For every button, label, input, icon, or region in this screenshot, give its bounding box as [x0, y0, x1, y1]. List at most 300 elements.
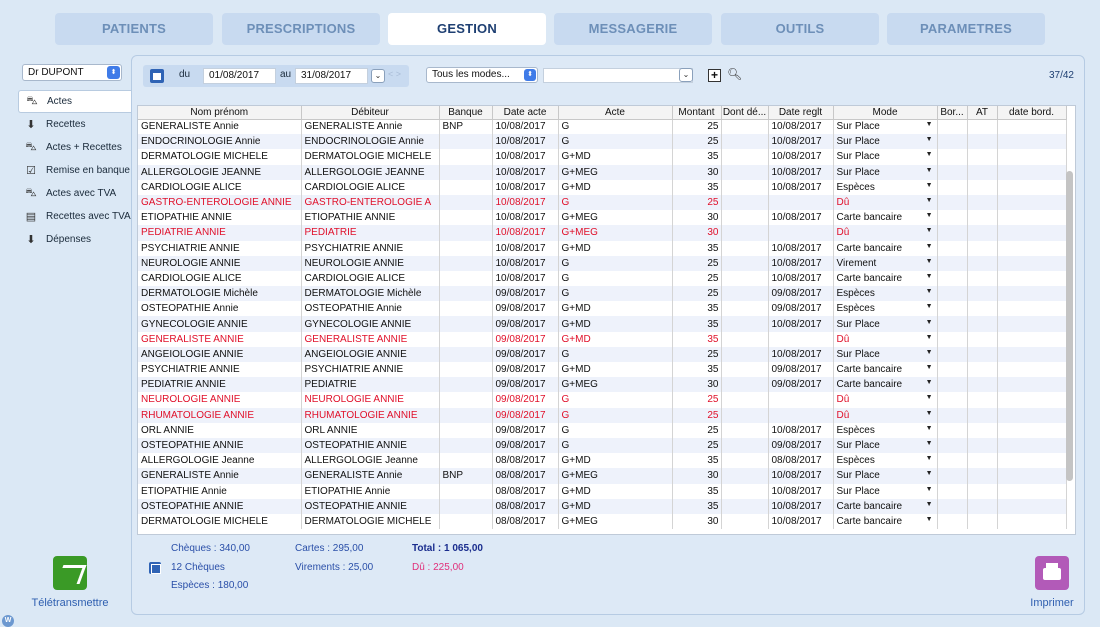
cell-date-bord	[997, 210, 1066, 225]
table-row[interactable]	[138, 362, 1066, 377]
cell-bordereau	[937, 332, 967, 347]
cell-banque	[439, 165, 492, 180]
col-date-bord[interactable]: date bord.	[997, 106, 1066, 119]
cell-banque	[439, 438, 492, 453]
cell-bordereau	[937, 180, 967, 195]
cell-mode[interactable]	[833, 468, 937, 483]
cell-date-reglt: 10/08/2017	[768, 423, 833, 438]
cell-acte: G+MD	[558, 484, 672, 499]
total-cartes: Cartes : 295,00	[295, 543, 364, 554]
cell-date-bord	[997, 301, 1066, 316]
table-row[interactable]	[138, 149, 1066, 164]
cell-mode[interactable]	[833, 225, 937, 240]
cell-bordereau	[937, 210, 967, 225]
cell-mode[interactable]	[833, 453, 937, 468]
mode-dropdown-icon[interactable]: ▼	[925, 166, 933, 174]
recettes-icon: ⬇	[26, 119, 36, 131]
cell-acte: G	[558, 347, 672, 362]
du-label: du	[179, 69, 191, 80]
cell-at	[967, 347, 997, 362]
cell-date-reglt: 10/08/2017	[768, 149, 833, 164]
cell-mode[interactable]	[833, 271, 937, 286]
mode-dropdown-icon[interactable]: ▼	[925, 181, 933, 189]
mode-dropdown-icon[interactable]: ▼	[925, 242, 933, 250]
table-row[interactable]	[138, 453, 1066, 468]
cell-date-bord	[997, 241, 1066, 256]
mode-value: Sur Place	[836, 136, 880, 148]
cell-at	[967, 180, 997, 195]
cell-bordereau	[937, 499, 967, 514]
recettes-tva-icon: ▤	[25, 211, 37, 223]
sidebar-item-remise-banque[interactable]	[18, 159, 132, 182]
cell-mode[interactable]	[833, 316, 937, 331]
mode-dropdown-icon[interactable]: ▼	[925, 151, 933, 159]
cell-dont-depassement	[721, 438, 768, 453]
table-row[interactable]	[138, 392, 1066, 407]
table-body	[138, 119, 1066, 529]
filter-dropdown-icon[interactable]: ⌄	[679, 68, 693, 82]
mode-dropdown-icon[interactable]: ▼	[925, 227, 933, 235]
cell-debiteur: OSTEOPATHIE ANNIE	[301, 438, 439, 453]
cell-date-bord	[997, 392, 1066, 407]
cell-montant: 35	[672, 149, 721, 164]
cell-date-acte: 08/08/2017	[492, 484, 558, 499]
cell-date-acte: 08/08/2017	[492, 453, 558, 468]
total-virements: Virements : 25,00	[295, 562, 374, 573]
cell-montant: 35	[672, 453, 721, 468]
cell-date-bord	[997, 377, 1066, 392]
cell-at	[967, 119, 997, 134]
mode-dropdown-icon[interactable]: ▼	[925, 136, 933, 144]
total-cheques: Chèques : 340,00	[171, 543, 250, 554]
table-row[interactable]	[138, 347, 1066, 362]
cell-mode[interactable]	[833, 180, 937, 195]
cell-montant: 25	[672, 347, 721, 362]
cell-montant: 25	[672, 119, 721, 134]
sidebar-item-actes[interactable]	[18, 90, 132, 113]
cell-dont-depassement	[721, 165, 768, 180]
table-scrollbar[interactable]	[1066, 171, 1073, 481]
sidebar-item-label: Remise en banque	[46, 165, 130, 176]
cell-mode[interactable]	[833, 165, 937, 180]
mode-value: Carte bancaire	[836, 242, 903, 254]
cell-mode[interactable]	[833, 423, 937, 438]
cell-date-bord	[997, 347, 1066, 362]
cell-date-acte: 09/08/2017	[492, 438, 558, 453]
col-acte[interactable]: Acte	[558, 106, 672, 119]
cell-nom: GENERALISTE ANNIE	[138, 332, 301, 347]
mode-dropdown-icon[interactable]: ▼	[925, 379, 933, 387]
cell-mode[interactable]	[833, 210, 937, 225]
cell-banque	[439, 423, 492, 438]
cell-debiteur: PEDIATRIE	[301, 377, 439, 392]
tab-gestion[interactable]: GESTION	[388, 13, 546, 45]
cell-montant: 25	[672, 423, 721, 438]
col-date-acte[interactable]: Date acte	[492, 106, 558, 119]
table-row[interactable]	[138, 165, 1066, 180]
cell-nom: ANGEIOLOGIE ANNIE	[138, 347, 301, 362]
cell-mode[interactable]	[833, 392, 937, 407]
table-row[interactable]	[138, 195, 1066, 210]
cell-date-acte: 09/08/2017	[492, 392, 558, 407]
table-row[interactable]	[138, 332, 1066, 347]
cell-banque	[439, 149, 492, 164]
cell-debiteur: GENERALISTE ANNIE	[301, 332, 439, 347]
cell-date-bord	[997, 195, 1066, 210]
cell-debiteur: NEUROLOGIE ANNIE	[301, 256, 439, 271]
table-row[interactable]	[138, 316, 1066, 331]
mode-dropdown-icon[interactable]: ▼	[925, 500, 933, 508]
cell-mode[interactable]	[833, 332, 937, 347]
select-arrows-icon: ⬍	[107, 66, 120, 79]
cell-montant: 35	[672, 362, 721, 377]
cell-debiteur: RHUMATOLOGIE ANNIE	[301, 408, 439, 423]
cell-date-reglt: 10/08/2017	[768, 119, 833, 134]
cell-date-reglt: 09/08/2017	[768, 301, 833, 316]
modes-select[interactable]	[426, 67, 538, 83]
mode-dropdown-icon[interactable]: ▼	[925, 394, 933, 402]
cell-acte: G+MD	[558, 301, 672, 316]
cell-nom: GENERALISTE Annie	[138, 468, 301, 483]
cell-debiteur: ETIOPATHIE ANNIE	[301, 210, 439, 225]
cell-date-acte: 09/08/2017	[492, 301, 558, 316]
cell-dont-depassement	[721, 271, 768, 286]
cell-mode[interactable]	[833, 514, 937, 529]
mode-dropdown-icon[interactable]: ▼	[925, 121, 933, 129]
mode-dropdown-icon[interactable]: ▼	[925, 455, 933, 463]
cell-dont-depassement	[721, 286, 768, 301]
period-nav-arrows[interactable]: < >	[388, 69, 402, 79]
cell-at	[967, 514, 997, 529]
cell-montant: 25	[672, 286, 721, 301]
total-du: Dû : 225,00	[412, 562, 464, 573]
cell-debiteur: GYNECOLOGIE ANNIE	[301, 316, 439, 331]
cell-date-reglt: 09/08/2017	[768, 377, 833, 392]
cell-date-acte: 09/08/2017	[492, 423, 558, 438]
cell-nom: NEUROLOGIE ANNIE	[138, 392, 301, 407]
print-button[interactable]	[1022, 556, 1082, 609]
sidebar-item-label: Recettes	[46, 119, 86, 130]
mode-dropdown-icon[interactable]: ▼	[925, 333, 933, 341]
cell-date-reglt: 10/08/2017	[768, 180, 833, 195]
cell-mode[interactable]	[833, 119, 937, 134]
cell-debiteur: CARDIOLOGIE ALICE	[301, 180, 439, 195]
col-mode[interactable]: Mode	[833, 106, 937, 119]
cell-date-acte: 10/08/2017	[492, 225, 558, 240]
mode-dropdown-icon[interactable]: ▼	[925, 212, 933, 220]
cell-mode[interactable]	[833, 256, 937, 271]
mode-value: Sur Place	[836, 485, 880, 497]
col-banque[interactable]: Banque	[439, 106, 492, 119]
cell-acte: G+MD	[558, 180, 672, 195]
cell-date-reglt: 10/08/2017	[768, 210, 833, 225]
table-row[interactable]	[138, 484, 1066, 499]
mode-dropdown-icon[interactable]: ▼	[925, 440, 933, 448]
cell-montant: 35	[672, 180, 721, 195]
cell-mode[interactable]	[833, 286, 937, 301]
cell-banque	[439, 241, 492, 256]
cell-at	[967, 408, 997, 423]
cell-bordereau	[937, 256, 967, 271]
cell-at	[967, 195, 997, 210]
cell-date-bord	[997, 408, 1066, 423]
cell-mode[interactable]	[833, 484, 937, 499]
cell-acte: G+MEG	[558, 514, 672, 529]
cell-date-reglt: 08/08/2017	[768, 453, 833, 468]
mode-value: Dû	[836, 394, 850, 406]
table-row[interactable]	[138, 180, 1066, 195]
table-row[interactable]	[138, 514, 1066, 529]
mode-value: Dû	[836, 197, 850, 209]
cell-date-bord	[997, 134, 1066, 149]
col-dont-depassement[interactable]: Dont dé...	[722, 106, 767, 118]
mode-dropdown-icon[interactable]: ▼	[925, 470, 933, 478]
app-logo-icon: W	[2, 615, 14, 627]
cell-debiteur: CARDIOLOGIE ALICE	[301, 271, 439, 286]
table-row[interactable]	[138, 377, 1066, 392]
table-row[interactable]	[138, 438, 1066, 453]
cell-at	[967, 316, 997, 331]
cell-acte: G	[558, 423, 672, 438]
cell-debiteur: DERMATOLOGIE Michèle	[301, 286, 439, 301]
doctor-select-value: Dr DUPONT	[28, 67, 84, 78]
col-debiteur[interactable]: Débiteur	[301, 106, 439, 119]
search-icon[interactable]: 🔍︎	[727, 67, 743, 81]
printer-icon	[1035, 556, 1069, 590]
cell-date-bord	[997, 180, 1066, 195]
col-at[interactable]: AT	[967, 106, 997, 119]
cell-montant: 25	[672, 438, 721, 453]
cell-montant: 35	[672, 332, 721, 347]
cell-date-acte: 08/08/2017	[492, 499, 558, 514]
cell-bordereau	[937, 392, 967, 407]
cell-mode[interactable]	[833, 347, 937, 362]
cell-acte: G+MD	[558, 332, 672, 347]
cell-banque	[439, 286, 492, 301]
mode-dropdown-icon[interactable]: ▼	[925, 409, 933, 417]
cell-montant: 25	[672, 134, 721, 149]
cell-nom: NEUROLOGIE ANNIE	[138, 256, 301, 271]
mode-dropdown-icon[interactable]: ▼	[925, 288, 933, 296]
mode-value: Espèces	[836, 181, 875, 193]
cell-mode[interactable]	[833, 408, 937, 423]
col-date-reglt[interactable]: Date reglt	[768, 106, 833, 119]
mode-value: Carte bancaire	[836, 212, 903, 224]
calendar-icon[interactable]	[150, 69, 164, 83]
table-row[interactable]	[138, 286, 1066, 301]
mode-dropdown-icon[interactable]: ▼	[925, 485, 933, 493]
sidebar	[18, 90, 132, 251]
cell-date-acte: 10/08/2017	[492, 195, 558, 210]
select-arrows-icon: ⬍	[524, 69, 536, 81]
cell-at	[967, 134, 997, 149]
mode-dropdown-icon[interactable]: ▼	[925, 515, 933, 523]
cell-nom: CARDIOLOGIE ALICE	[138, 271, 301, 286]
mode-value: Espèces	[836, 303, 875, 315]
sidebar-item-depenses[interactable]	[18, 228, 132, 251]
mode-value: Dû	[836, 409, 850, 421]
table-row[interactable]	[138, 134, 1066, 149]
mode-dropdown-icon[interactable]: ▼	[925, 364, 933, 372]
sidebar-item-actes-recettes[interactable]	[18, 136, 132, 159]
cell-at	[967, 377, 997, 392]
cell-bordereau	[937, 362, 967, 377]
cell-nom: GENERALISTE Annie	[138, 119, 301, 134]
cell-dont-depassement	[721, 514, 768, 529]
cell-date-reglt	[768, 225, 833, 240]
cell-at	[967, 453, 997, 468]
cell-date-reglt: 10/08/2017	[768, 514, 833, 529]
cell-debiteur: NEUROLOGIE ANNIE	[301, 392, 439, 407]
cell-nom: GASTRO-ENTEROLOGIE ANNIE	[138, 195, 301, 210]
table-row[interactable]	[138, 119, 1066, 134]
cell-date-acte: 08/08/2017	[492, 468, 558, 483]
cell-banque	[439, 484, 492, 499]
cell-date-bord	[997, 149, 1066, 164]
sidebar-item-recettes[interactable]	[18, 113, 132, 136]
cell-nom: OSTEOPATHIE ANNIE	[138, 499, 301, 514]
cell-nom: OSTEOPATHIE ANNIE	[138, 438, 301, 453]
table-row[interactable]	[138, 256, 1066, 271]
mode-value: Sur Place	[836, 121, 880, 133]
cell-dont-depassement	[721, 377, 768, 392]
table-row[interactable]	[138, 301, 1066, 316]
cell-date-acte: 09/08/2017	[492, 286, 558, 301]
toolbar	[143, 65, 1074, 87]
cell-montant: 25	[672, 392, 721, 407]
cell-debiteur: GASTRO-ENTEROLOGIE A	[301, 195, 439, 210]
sidebar-item-actes-tva[interactable]	[18, 182, 132, 205]
cell-date-acte: 09/08/2017	[492, 362, 558, 377]
table-row[interactable]	[138, 408, 1066, 423]
cell-mode[interactable]	[833, 134, 937, 149]
mode-dropdown-icon[interactable]: ▼	[925, 424, 933, 432]
cell-debiteur: ALLERGOLOGIE JEANNE	[301, 165, 439, 180]
cell-dont-depassement	[721, 119, 768, 134]
cell-acte: G+MD	[558, 316, 672, 331]
cell-montant: 35	[672, 241, 721, 256]
cell-debiteur: DERMATOLOGIE MICHELE	[301, 149, 439, 164]
cell-acte: G	[558, 271, 672, 286]
cell-montant: 25	[672, 256, 721, 271]
cell-debiteur: PEDIATRIE	[301, 225, 439, 240]
cell-banque	[439, 392, 492, 407]
cell-date-reglt: 09/08/2017	[768, 286, 833, 301]
total-especes: Espèces : 180,00	[171, 580, 249, 591]
cell-mode[interactable]	[833, 499, 937, 514]
date-to-input[interactable]: 31/08/2017	[295, 68, 368, 84]
cell-mode[interactable]	[833, 241, 937, 256]
cell-dont-depassement	[721, 225, 768, 240]
cell-date-acte: 10/08/2017	[492, 210, 558, 225]
cell-mode[interactable]	[833, 362, 937, 377]
cell-at	[967, 225, 997, 240]
tab-parametres[interactable]: PARAMETRES	[887, 13, 1045, 45]
table-row[interactable]	[138, 210, 1066, 225]
cheque-icon[interactable]	[149, 562, 161, 574]
cell-mode[interactable]	[833, 377, 937, 392]
cell-date-acte: 10/08/2017	[492, 119, 558, 134]
cell-mode[interactable]	[833, 301, 937, 316]
cell-bordereau	[937, 301, 967, 316]
period-dropdown-icon[interactable]: ⌄	[371, 69, 385, 83]
cell-acte: G	[558, 195, 672, 210]
mode-value: Carte bancaire	[836, 364, 903, 376]
cell-at	[967, 149, 997, 164]
cell-date-bord	[997, 362, 1066, 377]
table-row[interactable]	[138, 468, 1066, 483]
cell-banque	[439, 362, 492, 377]
tab-prescriptions[interactable]: PRESCRIPTIONS	[222, 13, 380, 45]
sidebar-item-label: Actes	[47, 96, 73, 107]
cell-date-reglt: 10/08/2017	[768, 347, 833, 362]
teletransmettre-button[interactable]	[27, 556, 113, 609]
add-button[interactable]: +	[708, 69, 721, 82]
cell-debiteur: GENERALISTE Annie	[301, 468, 439, 483]
cell-debiteur: ETIOPATHIE Annie	[301, 484, 439, 499]
cell-date-acte: 08/08/2017	[492, 514, 558, 529]
cell-debiteur: ALLERGOLOGIE Jeanne	[301, 453, 439, 468]
tab-messagerie[interactable]: MESSAGERIE	[554, 13, 712, 45]
col-montant[interactable]: Montant	[672, 106, 721, 119]
mode-dropdown-icon[interactable]: ▼	[925, 303, 933, 311]
mode-value: Dû	[836, 333, 850, 345]
cell-acte: G+MEG	[558, 165, 672, 180]
tab-patients[interactable]: PATIENTS	[55, 13, 213, 45]
mode-dropdown-icon[interactable]: ▼	[925, 197, 933, 205]
cell-debiteur: OSTEOPATHIE Annie	[301, 301, 439, 316]
table-row[interactable]	[138, 271, 1066, 286]
cell-nom: ETIOPATHIE Annie	[138, 484, 301, 499]
tab-outils[interactable]: OUTILS	[721, 13, 879, 45]
sidebar-item-recettes-tva[interactable]	[18, 205, 132, 228]
cell-mode[interactable]	[833, 438, 937, 453]
cell-mode[interactable]	[833, 195, 937, 210]
mode-dropdown-icon[interactable]: ▼	[925, 318, 933, 326]
cell-date-bord	[997, 438, 1066, 453]
cell-date-acte: 10/08/2017	[492, 256, 558, 271]
mode-dropdown-icon[interactable]: ▼	[925, 348, 933, 356]
table-row[interactable]	[138, 423, 1066, 438]
cell-at	[967, 392, 997, 407]
mode-dropdown-icon[interactable]: ▼	[925, 272, 933, 280]
mode-dropdown-icon[interactable]: ▼	[925, 257, 933, 265]
col-nom-prenom[interactable]: Nom prénom	[138, 106, 301, 119]
cell-at	[967, 468, 997, 483]
cell-montant: 30	[672, 210, 721, 225]
table-row[interactable]	[138, 241, 1066, 256]
cell-at	[967, 210, 997, 225]
cell-dont-depassement	[721, 301, 768, 316]
table-row[interactable]	[138, 225, 1066, 240]
cell-banque	[439, 316, 492, 331]
mode-value: Sur Place	[836, 166, 880, 178]
cell-dont-depassement	[721, 180, 768, 195]
cell-bordereau	[937, 423, 967, 438]
cell-bordereau	[937, 149, 967, 164]
col-bordereau[interactable]: Bor...	[937, 106, 967, 119]
table-row[interactable]	[138, 499, 1066, 514]
doctor-select[interactable]	[22, 64, 122, 81]
cell-date-acte: 09/08/2017	[492, 408, 558, 423]
cell-date-reglt	[768, 392, 833, 407]
filter-input[interactable]	[543, 68, 693, 83]
cell-nom: DERMATOLOGIE MICHELE	[138, 514, 301, 529]
cell-mode[interactable]	[833, 149, 937, 164]
cell-date-reglt: 10/08/2017	[768, 134, 833, 149]
date-from-input[interactable]: 01/08/2017	[203, 68, 276, 84]
cell-banque	[439, 499, 492, 514]
